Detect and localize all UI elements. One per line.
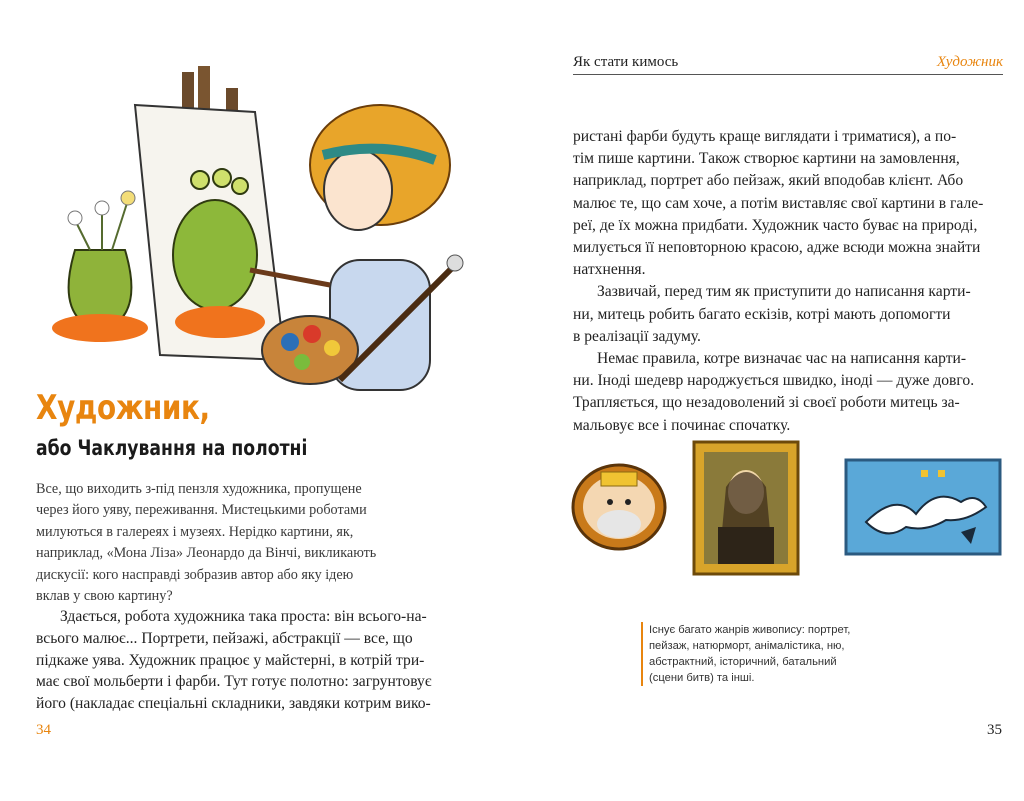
chapter-title: Художник, [36,388,210,428]
body-line: підкаже уява. Художник працює у майстерні, в котрій три- [36,651,425,669]
body-line: ристані фарби будуть краще виглядати і триматися), а по- [573,128,957,145]
intro-text [36,479,446,607]
abstract-painting [846,460,1000,554]
body-line: мальовує все і починає спочатку. [573,416,791,434]
body-line: всього малює... Портрети, пейзажі, абстракції — все, що [36,629,413,647]
body-line: Немає правила, котре визначає час на написання карти- [597,350,967,368]
chapter-name: Художник [936,54,1003,70]
body-line: натхнення. [573,261,646,279]
paintings-illustration [566,432,1006,592]
genres-caption [641,622,869,686]
body-line: реї, де їх можна придбати. Художник часто буває на природі, [573,216,978,234]
page-number-right: 35 [987,722,1002,738]
body-line: ни. Іноді шедевр народжується швидко, іноді — дуже довго. [573,372,975,390]
body-line: Зазвичай, перед тим як приступити до написання карти- [597,283,971,301]
body-line: в реалізації задуму. [573,327,701,345]
vase-with-flowers [52,191,148,342]
mona-lisa-painting [694,442,798,574]
body-text-right [573,126,1003,437]
caption-line: пейзаж, натюрморт, анімалістика, ню, [649,640,845,652]
body-line: Здається, робота художника така проста: він всього-на- [60,608,427,625]
body-line: милується її неповторною красою, адже всюди можна знайти [573,239,981,257]
book-title: Як стати кимось [573,54,679,70]
intro-line: наприклад, «Мона Ліза» Леонардо да Вінчі, викликають [36,545,377,562]
running-head [573,52,1003,75]
body-text-left [36,606,476,715]
body-line: ни, митець робить багато ескізів, котрі мають допомогти [573,305,951,323]
page-number-left: 34 [36,722,51,738]
intro-line: милуються в галереях і музеях. Нерідко картини, як, [36,523,354,540]
caption-line: (сцени битв) та інші. [649,672,755,684]
body-line: його (накладає спеціальні складники, завдяки котрим вико- [36,695,431,713]
body-line: тім пише картини. Також створює картини на замовлення, [573,150,960,168]
body-line: Трапляється, що незадоволений зі своєї роботи митець за- [573,394,960,412]
body-line: малює те, що сам хоче, а потім виставляє свої картини в гале- [573,194,984,212]
artist-illustration [40,60,480,430]
intro-line: Все, що виходить з-під пензля художника, пропущене [36,481,362,497]
caption-line: абстрактний, історичний, батальний [649,656,837,668]
intro-line: вклав у свою картину? [36,588,173,605]
king-portrait [573,465,665,549]
intro-line: через його уяву, переживання. Мистецькими роботами [36,502,367,519]
body-line: має свої мольберти і фарби. Тут готує полотно: загрунтовує [36,673,432,691]
artist [250,105,463,390]
caption-line: Існує багато жанрів живопису: портрет, [649,624,851,636]
intro-line: дискусії: кого насправді зобразив автор або яку ідею [36,566,354,583]
chapter-subtitle: або Чаклування на полотні [36,436,308,460]
body-line: наприклад, портрет або пейзаж, який вподобав клієнт. Або [573,172,964,190]
